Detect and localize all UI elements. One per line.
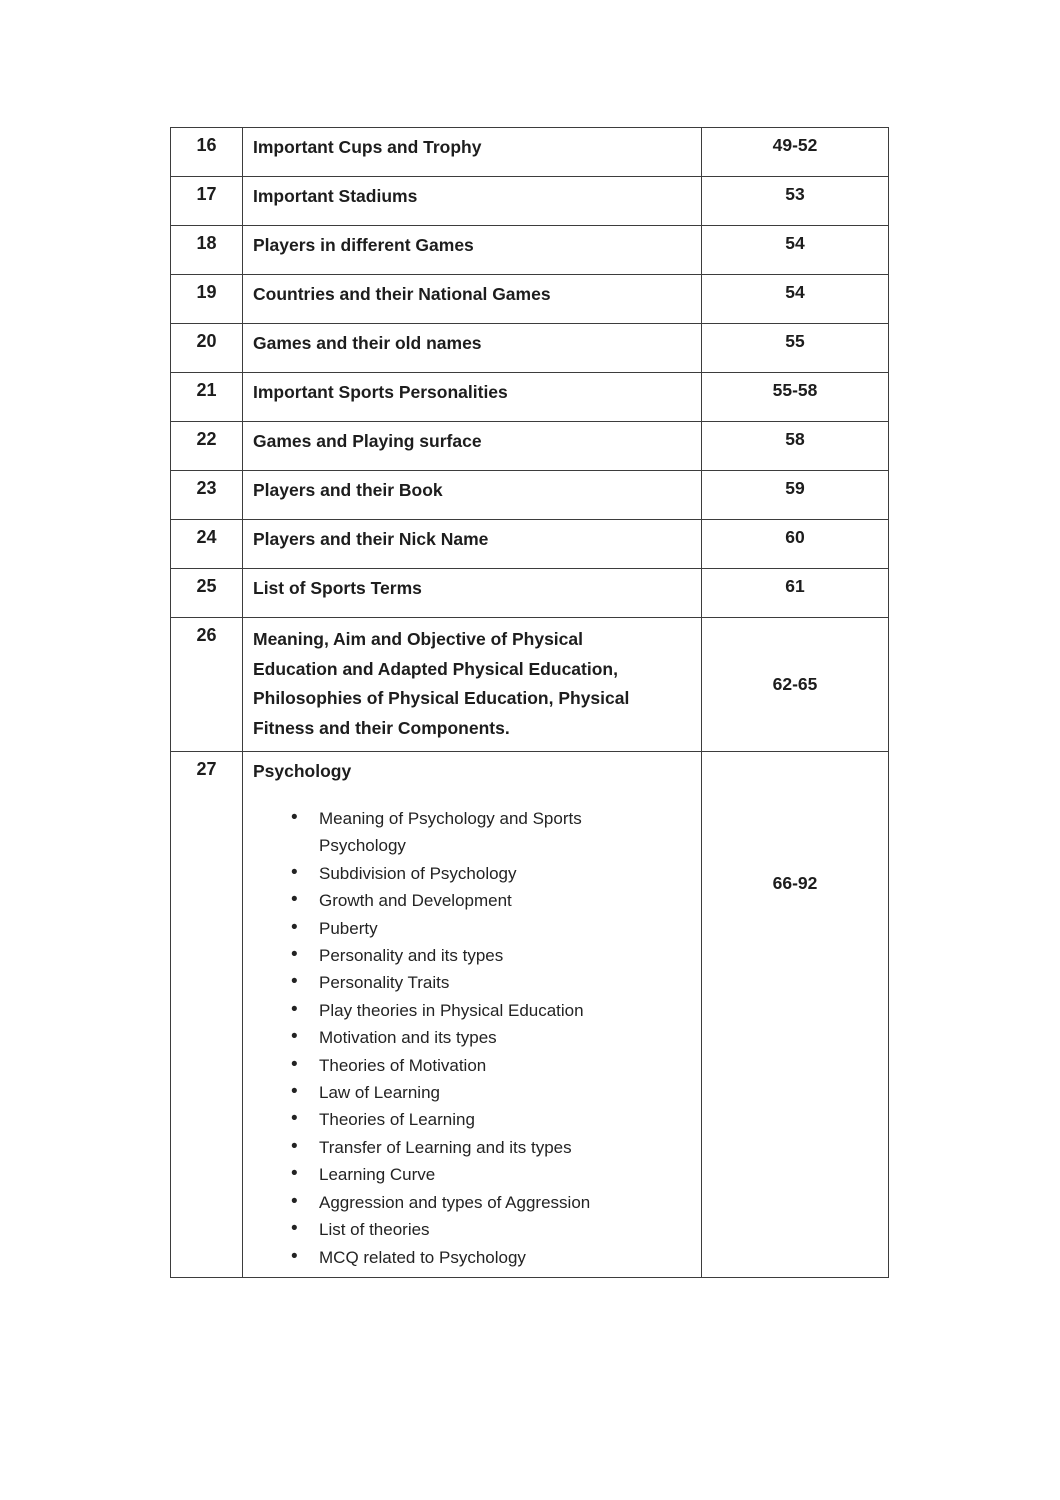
table-row [171,617,888,751]
topic-item: • MCQ related to Psychology [253,1244,633,1271]
topic-item: • Motivation and its types [253,1024,633,1051]
page-range: 49-52 [772,135,818,155]
topic-item: • Personality Traits [253,969,633,996]
chapter-title: List of Sports Terms [253,578,422,598]
chapter-title-cell [243,569,702,617]
chapter-title: Important Stadiums [253,186,418,206]
chapter-number: 24 [171,520,243,568]
chapter-title: Important Sports Personalities [253,382,508,402]
table-row [171,323,888,372]
page-range: 54 [785,282,805,302]
page-range: 55 [785,331,805,351]
topic-item: • Subdivision of Psychology [253,860,633,887]
chapter-title-cell [243,752,702,1277]
topic-item: • Theories of Motivation [253,1052,633,1079]
topic-item: • Aggression and types of Aggression [253,1189,633,1216]
page-range: 62-65 [772,674,818,694]
table-row [171,128,888,176]
topic-item: • Play theories in Physical Education [253,997,633,1024]
chapter-title-cell [243,373,702,421]
chapter-title: Players and their Book [253,480,443,500]
topic-item: • List of theories [253,1216,633,1243]
table-row [171,421,888,470]
chapter-number: 23 [171,471,243,519]
table-row [171,751,888,1277]
chapter-title-cell [243,177,702,225]
chapter-title: Players and their Nick Name [253,529,489,549]
page-range: 58 [785,429,805,449]
chapter-number: 27 [171,752,243,1277]
chapter-title-cell [243,471,702,519]
table-row [171,176,888,225]
chapter-number: 16 [171,128,243,176]
page-range: 61 [785,576,805,596]
page-range: 60 [785,527,805,547]
topic-item: • Meaning of Psychology and Sports Psychology [253,805,633,860]
topic-item: • Transfer of Learning and its types [253,1134,633,1161]
chapter-number: 20 [171,324,243,372]
table-row [171,568,888,617]
table-row [171,372,888,421]
table-row [171,274,888,323]
chapter-title-cell [243,275,702,323]
contents-table [170,127,889,1278]
chapter-number: 19 [171,275,243,323]
chapter-title-cell [243,422,702,470]
chapter-title: Important Cups and Trophy [253,137,482,157]
topic-item: • Theories of Learning [253,1106,633,1133]
chapter-title: Meaning, Aim and Objective of Physical Education and Adapted Physical Education, Philosophies of Physical Education, Physical Fitness and their Components. [253,629,630,738]
topic-item: • Learning Curve [253,1161,633,1188]
topic-item: • Personality and its types [253,942,633,969]
topic-item: • Growth and Development [253,887,633,914]
chapter-title: Countries and their National Games [253,284,551,304]
page-range: 55-58 [772,380,818,400]
topic-item: • Law of Learning [253,1079,633,1106]
chapter-number: 26 [171,618,243,751]
page-range: 66-92 [772,873,818,893]
chapter-number: 17 [171,177,243,225]
page-range: 53 [785,184,805,204]
table-row [171,470,888,519]
chapter-title-cell [243,618,702,751]
chapter-number: 22 [171,422,243,470]
chapter-title-cell [243,128,702,176]
chapter-title: Games and Playing surface [253,431,482,451]
chapter-title: Players in different Games [253,235,474,255]
chapter-title-cell [243,324,702,372]
chapter-title-cell [243,520,702,568]
chapter-title: Psychology [253,761,352,781]
chapter-number: 18 [171,226,243,274]
table-row [171,225,888,274]
page-range: 59 [785,478,805,498]
topic-item: • Puberty [253,915,633,942]
chapter-number: 25 [171,569,243,617]
page-range: 54 [785,233,805,253]
topic-list [253,805,691,1271]
table-row [171,519,888,568]
chapter-number: 21 [171,373,243,421]
chapter-title: Games and their old names [253,333,482,353]
chapter-title-cell [243,226,702,274]
